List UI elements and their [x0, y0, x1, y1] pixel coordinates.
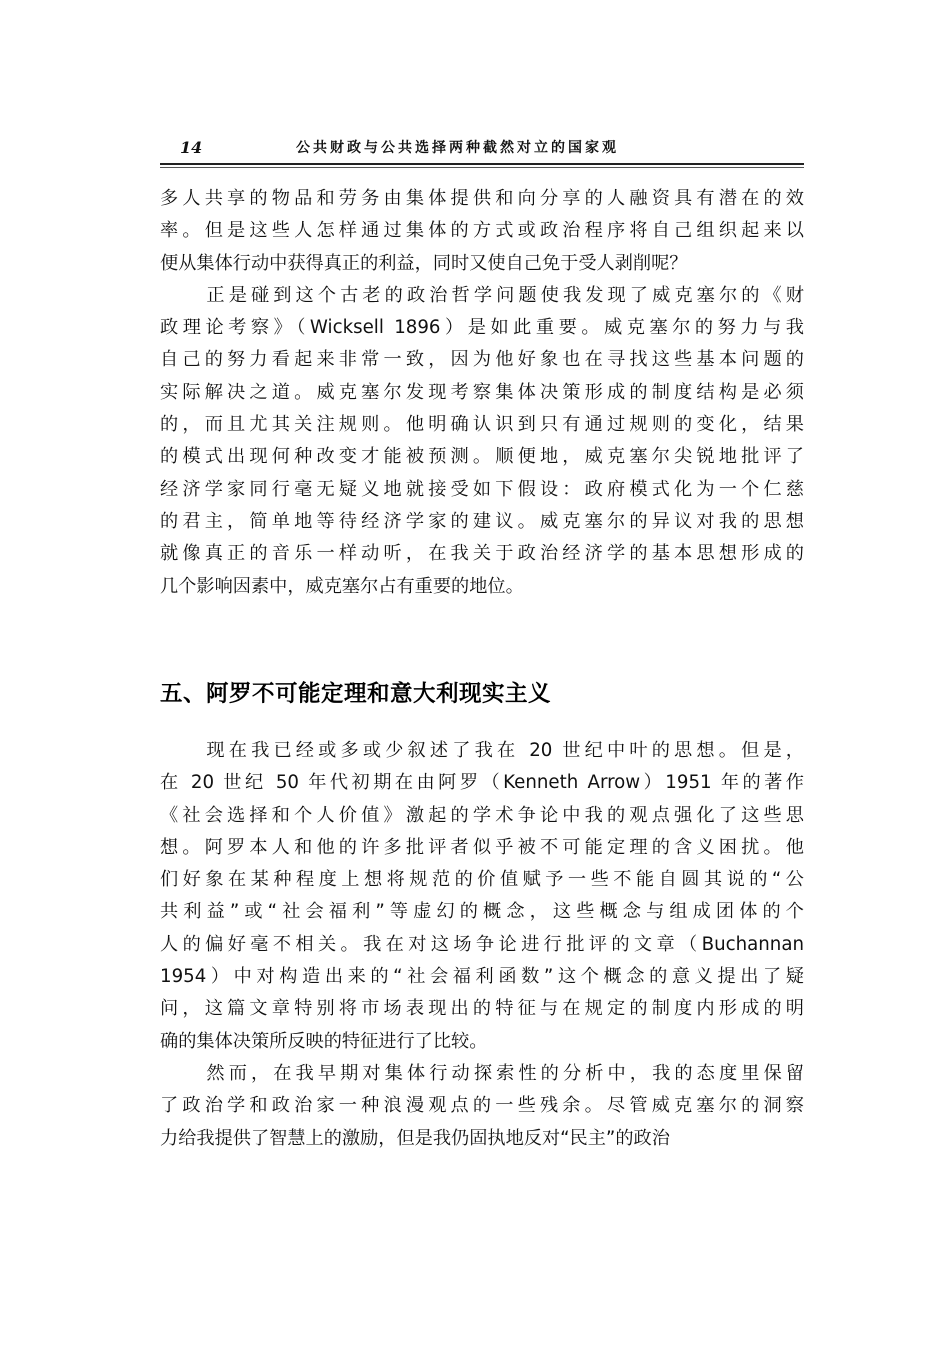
text-line: 然而，在我早期对集体行动探索性的分析中，我的态度里保留: [206, 1062, 804, 1084]
text-line: 人的偏好毫不相关。我在对这场争论进行批评的文章（Buchannan: [160, 933, 804, 955]
text-line: 几个影响因素中，威克塞尔占有重要的地位。: [160, 575, 524, 597]
text-line: 政理论考察》（Wicksell 1896）是如此重要。威克塞尔的努力与我: [160, 317, 804, 339]
body-text-bottom: [160, 735, 804, 1155]
paragraph: [160, 183, 804, 280]
running-title: 公共财政与公共选择两种截然对立的国家观: [296, 140, 619, 156]
text-line: 想。阿罗本人和他的许多批评者似乎被不可能定理的含义困扰。他: [160, 836, 804, 858]
text-line: 问，这篇文章特别将市场表现出的特征与在规定的制度内形成的明: [160, 998, 804, 1020]
text-line: 《社会选择和个人价值》激起的学术争论中我的观点强化了这些思: [160, 804, 804, 826]
body-text-top: [160, 183, 804, 603]
text-line: 自己的努力看起来非常一致，因为他好象也在寻找这些基本问题的: [160, 349, 804, 371]
page-number: 14: [180, 138, 203, 157]
section-heading: 五、阿罗不可能定理和意大利现实主义: [160, 681, 552, 707]
text-line: 力给我提供了智慧上的激励，但是我仍固执地反对“民主”的政治: [160, 1127, 670, 1149]
header-rule-thin: [160, 167, 804, 168]
text-line: 了政治学和政治家一种浪漫观点的一些残余。尽管威克塞尔的洞察: [160, 1095, 804, 1117]
page-header: [160, 128, 804, 168]
paragraph: [160, 280, 804, 603]
text-line: 们好象在某种程度上想将规范的价值赋予一些不能自圆其说的“公: [160, 869, 804, 891]
text-line: 多人共享的物品和劳务由集体提供和向分享的人融资具有潜在的效: [160, 188, 804, 209]
text-line: 率。但是这些人怎样通过集体的方式或政治程序将自己组织起来以: [160, 220, 804, 242]
text-line: 的，而且尤其关注规则。他明确认识到只有通过规则的变化，结果: [160, 414, 804, 436]
text-line: 现在我已经或多或少叙述了我在 20 世纪中叶的思想。但是，: [206, 740, 804, 761]
text-line: 确的集体决策所反映的特征进行了比较。: [160, 1030, 488, 1052]
text-line: 正是碰到这个古老的政治哲学问题使我发现了威克塞尔的《财: [206, 284, 804, 306]
text-line: 实际解决之道。威克塞尔发现考察集体决策形成的制度结构是必须: [160, 381, 804, 403]
text-line: 在 20 世纪 50 年代初期在由阿罗（Kenneth Arrow）1951 年的著作: [160, 772, 804, 794]
paragraph: [160, 1058, 804, 1155]
text-line: 1954）中对构造出来的“社会福利函数”这个概念的意义提出了疑: [160, 966, 804, 988]
text-line: 的君主，简单地等待经济学家的建议。威克塞尔的异议对我的思想: [160, 510, 804, 532]
text-line: 就像真正的音乐一样动听，在我关于政治经济学的基本思想形成的: [160, 543, 804, 565]
text-line: 便从集体行动中获得真正的利益，同时又使自己免于受人剥削呢？: [160, 252, 688, 274]
text-line: 的模式出现何种改变才能被预测。顺便地，威克塞尔尖锐地批评了: [160, 446, 804, 468]
text-line: 经济学家同行毫无疑义地就接受如下假设：政府模式化为一个仁慈: [160, 478, 804, 500]
header-rule: [160, 163, 804, 165]
paragraph: [160, 735, 804, 1058]
text-line: 共利益”或“社会福利”等虚幻的概念，这些概念与组成团体的个: [160, 901, 804, 923]
